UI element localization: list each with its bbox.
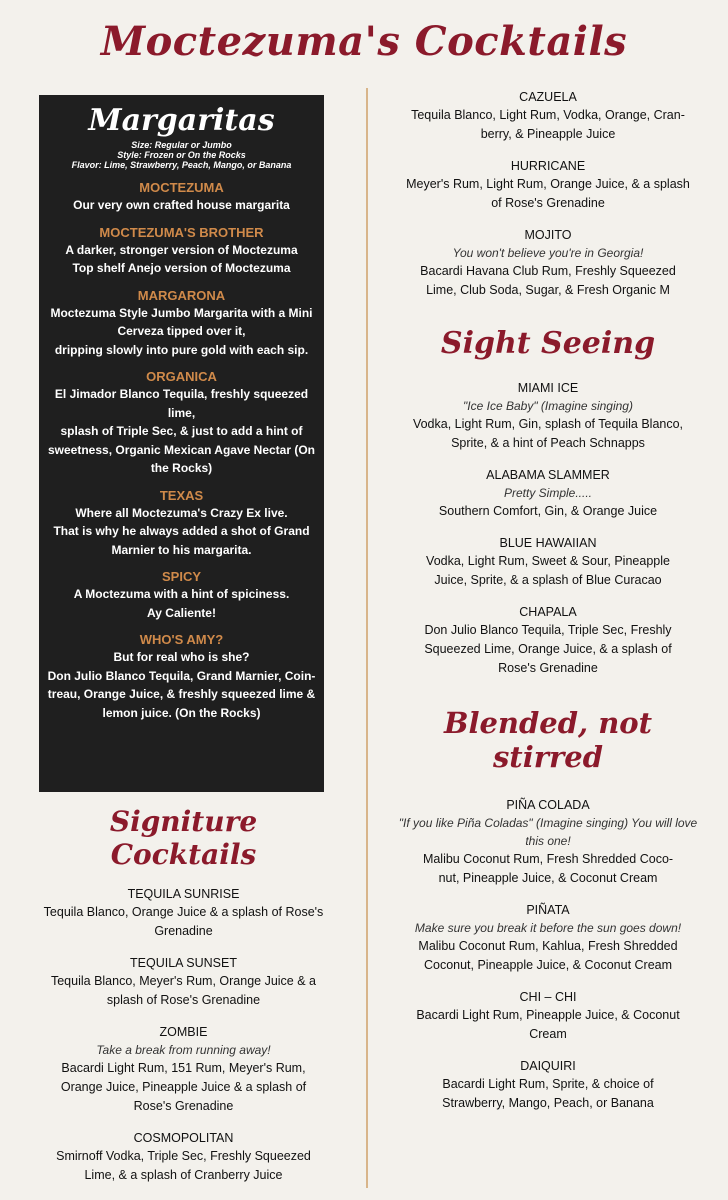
item-description-line: Cerveza tipped over it, bbox=[117, 324, 246, 338]
item-name: BLUE HAWAIIAN bbox=[499, 536, 597, 550]
signature-section bbox=[36, 805, 331, 1198]
item-description-line: Squeezed Lime, Orange Juice, & a splash of bbox=[424, 642, 672, 656]
menu-item bbox=[398, 796, 698, 888]
item-description-line: Lime, Club Soda, Sugar, & Fresh Organic M bbox=[426, 283, 670, 297]
signature-heading: Signiture Cocktails bbox=[109, 805, 258, 871]
item-description-line: Coconut, Pineapple Juice, & Coconut Cream bbox=[423, 958, 673, 972]
item-name: PIÑA COLADA bbox=[506, 798, 590, 812]
item-note: "Ice Ice Baby" (Imagine singing) bbox=[463, 399, 633, 413]
menu-item bbox=[398, 1057, 698, 1113]
menu-item bbox=[36, 954, 331, 1010]
item-description-line: lemon juice. (On the Rocks) bbox=[102, 705, 261, 720]
menu-item bbox=[39, 179, 324, 215]
menu-item bbox=[398, 379, 698, 453]
item-description-line: splash of Rose's Grenadine bbox=[106, 993, 261, 1007]
menu-item bbox=[39, 287, 324, 360]
item-description-line: Don Julio Blanco Tequila, Grand Marnier, Coin- bbox=[47, 668, 316, 683]
info-line: Size: Regular or Jumbo bbox=[131, 140, 232, 150]
item-description-line: But for real who is she? bbox=[113, 650, 250, 664]
item-description-line: Orange Juice, Pineapple Juice & a splash of bbox=[60, 1080, 307, 1094]
item-name: CHI – CHI bbox=[519, 990, 577, 1004]
item-name: ZOMBIE bbox=[159, 1025, 208, 1039]
item-description-line: treau, Orange Juice, & freshly squeezed lime & bbox=[47, 687, 316, 701]
item-name: SPICY bbox=[161, 569, 201, 584]
column-divider bbox=[366, 88, 368, 1188]
item-name: ORGANICA bbox=[146, 369, 217, 384]
item-description-line: Juice, Sprite, & a splash of Blue Curacao bbox=[434, 573, 662, 587]
item-name: MARGARONA bbox=[137, 287, 226, 303]
item-description-line: Vodka, Light Rum, Sweet & Sour, Pineapple bbox=[426, 554, 670, 568]
item-description-line: Moctezuma Style Jumbo Margarita with a Mini bbox=[50, 305, 313, 320]
item-description-line: Bacardi Light Rum, 151 Rum, Meyer's Rum, bbox=[61, 1061, 306, 1075]
item-description-line: berry, & Pineapple Juice bbox=[480, 127, 616, 141]
blended-list bbox=[398, 796, 698, 1113]
item-name: COSMOPOLITAN bbox=[133, 1131, 234, 1145]
right-column bbox=[398, 88, 698, 1126]
item-description-line: Marnier to his margarita. bbox=[111, 542, 252, 557]
menu-item bbox=[36, 1023, 331, 1116]
item-description-line: Southern Comfort, Gin, & Orange Juice bbox=[438, 504, 658, 518]
item-description-line: splash of Triple Sec, & just to add a hint of bbox=[60, 424, 303, 438]
info-line: Style: Frozen or On the Rocks bbox=[117, 150, 246, 160]
signature-list bbox=[36, 885, 331, 1185]
menu-item bbox=[36, 885, 331, 941]
menu-item bbox=[39, 224, 324, 278]
item-description-line: Smirnoff Vodka, Triple Sec, Freshly Squeezed bbox=[56, 1149, 311, 1163]
margaritas-panel bbox=[39, 95, 324, 792]
item-description-line: Tequila Blanco, Meyer's Rum, Orange Juice & a bbox=[50, 974, 316, 988]
item-name: HURRICANE bbox=[510, 159, 586, 173]
item-description-line: Ay Caliente! bbox=[147, 605, 216, 620]
menu-item bbox=[39, 568, 324, 622]
item-name: DAIQUIRI bbox=[520, 1059, 576, 1073]
menu-item bbox=[39, 631, 324, 722]
item-description-line: nut, Pineapple Juice, & Coconut Cream bbox=[438, 871, 658, 885]
item-description-line: Malibu Coconut Rum, Fresh Shredded Coco- bbox=[422, 852, 674, 866]
item-description-line: Strawberry, Mango, Peach, or Banana bbox=[442, 1096, 654, 1110]
item-description-line: Bacardi Light Rum, Pineapple Juice, & Coconut bbox=[416, 1008, 680, 1022]
right-top-list bbox=[398, 88, 698, 300]
item-description-line: Malibu Coconut Rum, Kahlua, Fresh Shredded bbox=[418, 939, 678, 953]
item-name: PIÑATA bbox=[526, 903, 570, 917]
menu-item bbox=[36, 1129, 331, 1185]
item-description-line: Where all Moctezuma's Crazy Ex live. bbox=[75, 505, 288, 520]
item-description-line: of Rose's Grenadine bbox=[491, 196, 605, 210]
menu-item bbox=[398, 901, 698, 975]
page-title: Moctezuma's Cocktails bbox=[100, 18, 628, 65]
item-note: "If you like Piña Coladas" (Imagine singing) You will love this one! bbox=[398, 816, 698, 848]
item-note: Take a break from running away! bbox=[96, 1043, 271, 1057]
item-name: CHAPALA bbox=[519, 605, 577, 619]
item-note: Pretty Simple..... bbox=[503, 486, 593, 500]
item-description-line: Bacardi Light Rum, Sprite, & choice of bbox=[442, 1077, 654, 1091]
item-description-line: Top shelf Anejo version of Moctezuma bbox=[72, 261, 291, 275]
item-name: CAZUELA bbox=[519, 90, 577, 104]
item-description-line: Rose's Grenadine bbox=[133, 1099, 234, 1113]
menu-item bbox=[398, 534, 698, 590]
item-description-line: Cream bbox=[529, 1027, 567, 1041]
item-description-line: Rose's Grenadine bbox=[498, 661, 598, 675]
item-description-line: Tequila Blanco, Light Rum, Vodka, Orange, Cran- bbox=[411, 108, 685, 122]
item-name: TEQUILA SUNSET bbox=[130, 956, 237, 970]
item-name: MOCTEZUMA bbox=[139, 180, 224, 195]
sight-seeing-heading: Sight Seeing bbox=[440, 326, 656, 361]
item-description-line: Tequila Blanco, Orange Juice & a splash of Rose's bbox=[43, 905, 324, 919]
item-name: TEQUILA SUNRISE bbox=[127, 887, 240, 901]
menu-item bbox=[398, 88, 698, 144]
menu-item bbox=[398, 466, 698, 521]
item-description-line: Vodka, Light Rum, Gin, splash of Tequila Blanco, bbox=[412, 417, 684, 431]
margaritas-list bbox=[39, 179, 324, 722]
item-note: You won't believe you're in Georgia! bbox=[452, 246, 644, 260]
item-name: MIAMI ICE bbox=[517, 381, 579, 395]
item-name: WHO'S AMY? bbox=[139, 632, 224, 647]
margaritas-info bbox=[39, 140, 324, 170]
item-name: MOJITO bbox=[524, 228, 572, 242]
item-description-line: Grenadine bbox=[154, 924, 213, 938]
item-description-line: Lime, & a splash of Cranberry Juice bbox=[84, 1168, 283, 1182]
sight-seeing-list bbox=[398, 379, 698, 678]
item-description-line: El Jimador Blanco Tequila, freshly squeezed lime, bbox=[54, 387, 309, 420]
item-name: ALABAMA SLAMMER bbox=[486, 468, 610, 482]
info-line: Flavor: Lime, Strawberry, Peach, Mango, or Banana bbox=[71, 160, 292, 170]
item-description-line: the Rocks) bbox=[150, 461, 213, 475]
item-description-line: Meyer's Rum, Light Rum, Orange Juice, & a splash bbox=[406, 177, 690, 191]
item-description-line: Sprite, & a hint of Peach Schnapps bbox=[451, 436, 645, 450]
menu-item bbox=[398, 603, 698, 678]
item-description-line: sweetness, Organic Mexican Agave Nectar (On bbox=[48, 442, 315, 457]
item-name: MOCTEZUMA'S BROTHER bbox=[99, 224, 264, 240]
item-description-line: Our very own crafted house margarita bbox=[73, 198, 290, 212]
item-description-line: dripping slowly into pure gold with each sip. bbox=[54, 342, 309, 357]
menu-item bbox=[39, 487, 324, 560]
item-description-line: Bacardi Havana Club Rum, Freshly Squeezed bbox=[420, 264, 676, 278]
menu-item bbox=[398, 988, 698, 1044]
item-description-line: That is why he always added a shot of Grand bbox=[53, 524, 310, 538]
margaritas-heading: Margaritas bbox=[88, 103, 275, 138]
item-description-line: A Moctezuma with a hint of spiciness. bbox=[73, 587, 290, 601]
item-description-line: Don Julio Blanco Tequila, Triple Sec, Freshly bbox=[424, 623, 672, 637]
item-name: TEXAS bbox=[159, 487, 204, 503]
menu-item bbox=[398, 226, 698, 300]
blended-heading: Blended, not stirred bbox=[443, 706, 653, 774]
menu-item bbox=[398, 157, 698, 213]
item-description-line: A darker, stronger version of Moctezuma bbox=[65, 242, 298, 257]
item-note: Make sure you break it before the sun goes down! bbox=[414, 921, 682, 935]
menu-item bbox=[39, 368, 324, 478]
